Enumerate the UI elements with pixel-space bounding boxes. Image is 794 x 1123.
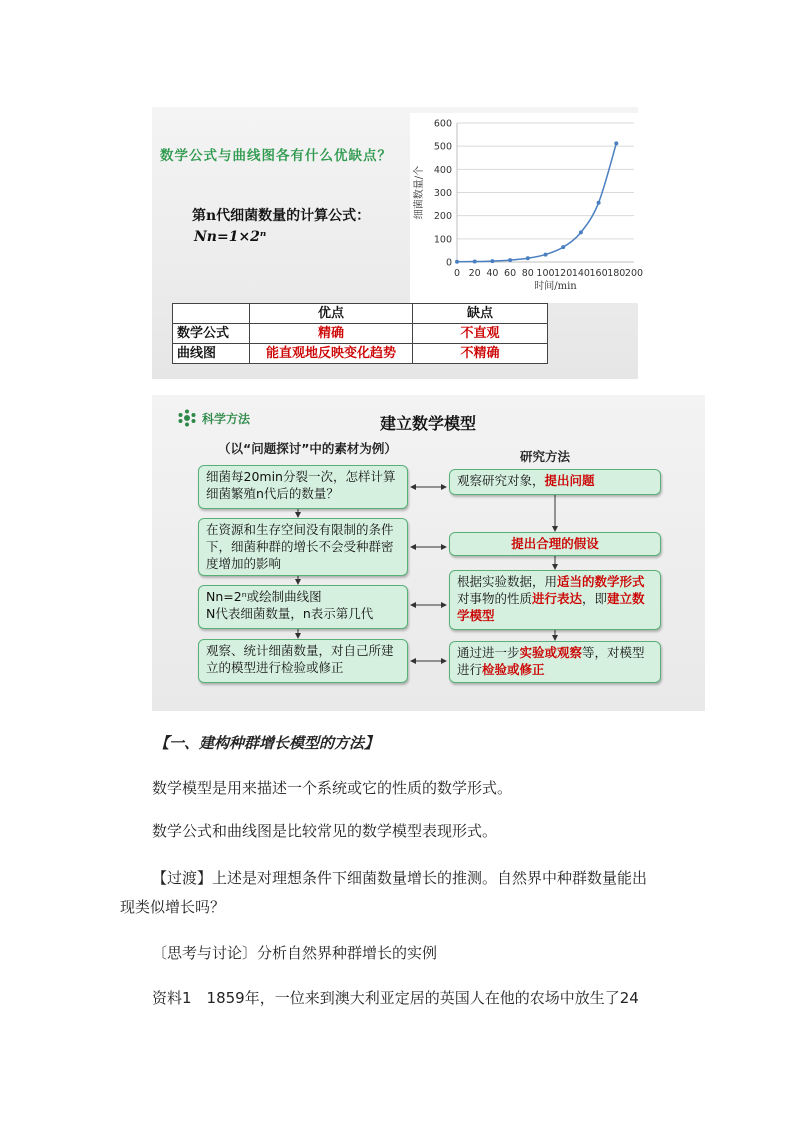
method-text: 根据实验数据，用 <box>457 574 558 589</box>
chart-svg <box>410 113 644 303</box>
method-highlight: 提出合理的假设 <box>511 536 599 551</box>
y-axis-label: 细菌数量/个 <box>414 165 425 220</box>
science-method-label <box>178 409 250 427</box>
x-tick-label: 180 <box>607 268 626 279</box>
method-box <box>449 570 661 630</box>
paragraph: 现类似增长吗？ <box>120 898 226 916</box>
step-box: 在资源和生存空间没有限制的条件下，细菌种群的增长不会受种群密度增加的影响 <box>198 518 408 576</box>
y-tick-label: 300 <box>433 188 452 199</box>
table-cell: 精确 <box>250 324 413 344</box>
data-point <box>473 260 477 264</box>
step-line: Nn=2ⁿ或绘制曲线图 <box>206 589 322 604</box>
method-highlight: 适当的数学形式 <box>557 574 645 589</box>
data-point <box>508 258 512 262</box>
math-model-panel <box>152 395 705 711</box>
method-text: 通过进一步 <box>457 645 520 660</box>
table-row <box>173 324 548 344</box>
table-cell: 不直观 <box>413 324 548 344</box>
x-tick-label: 40 <box>486 268 499 279</box>
method-highlight: 建立数学模型 <box>457 591 645 623</box>
section-heading: 【一、建构种群增长模型的方法】 <box>154 734 380 752</box>
growth-curve-chart <box>410 113 644 303</box>
y-tick-label: 600 <box>433 118 452 130</box>
y-tick-label: 0 <box>445 257 452 269</box>
data-point <box>579 230 583 234</box>
data-point <box>561 245 565 249</box>
y-tick-label: 400 <box>433 164 452 176</box>
data-point <box>614 141 618 145</box>
table-header-cell: 优点 <box>250 304 413 324</box>
table-header-cell: 缺点 <box>413 304 548 324</box>
table-cell: 不精确 <box>413 344 548 364</box>
column-title: 研究方法 <box>520 449 571 464</box>
panel-subtitle: （以“问题探讨”中的素材为例） <box>218 441 397 456</box>
table-row <box>173 344 548 364</box>
x-tick-label: 100 <box>536 268 555 279</box>
x-tick-label: 0 <box>453 268 461 279</box>
method-label-text: 科学方法 <box>202 411 251 426</box>
method-highlight: 检验或修正 <box>482 662 545 677</box>
table-header-cell <box>173 304 250 324</box>
formula-text: Nn=1×2ⁿ <box>194 229 267 245</box>
paragraph: 数学公式和曲线图是比较常见的数学模型表现形式。 <box>152 822 498 840</box>
x-tick-label: 120 <box>554 268 573 279</box>
data-point <box>490 259 494 263</box>
x-tick-label: 160 <box>589 268 608 279</box>
data-point <box>455 260 459 264</box>
pros-cons-table <box>172 303 548 364</box>
molecule-icon <box>178 409 196 427</box>
x-axis-label: 时间/min <box>534 281 577 292</box>
data-point <box>597 201 601 205</box>
paragraph: 【过渡】上述是对理想条件下细菌数量增长的推测。自然界中种群数量能出 <box>152 869 648 887</box>
method-box <box>449 532 661 556</box>
x-tick-label: 200 <box>624 268 644 279</box>
method-highlight: 实验或观察 <box>519 645 583 660</box>
y-tick-label: 100 <box>433 234 452 246</box>
question-text: 数学公式与曲线图各有什么优缺点？ <box>160 148 392 164</box>
x-tick-label: 20 <box>468 268 481 279</box>
panel-title: 建立数学模型 <box>380 414 477 433</box>
method-text: 等，对模型进行 <box>457 645 645 677</box>
step-line: N代表细菌数量，n表示第几代 <box>206 606 374 621</box>
step-box: 细菌每20min分裂一次，怎样计算细菌繁殖n代后的数量？ <box>198 465 408 509</box>
table-row-label: 曲线图 <box>173 344 250 364</box>
bacteria-formula-panel <box>152 107 644 379</box>
data-point <box>544 253 548 257</box>
table-cell: 能直观地反映变化趋势 <box>250 344 413 364</box>
x-tick-label: 80 <box>521 268 534 279</box>
x-tick-label: 60 <box>504 268 517 279</box>
method-text: 对事物的性质 <box>457 591 533 606</box>
paragraph: 〔思考与讨论〕分析自然界种群增长的实例 <box>152 944 438 962</box>
formula-title: 第n代细菌数量的计算公式： <box>192 208 371 224</box>
y-tick-label: 500 <box>433 141 452 153</box>
table-row-label: 数学公式 <box>173 324 250 344</box>
step-box: 观察、统计细菌数量，对自己所建立的模型进行检验或修正 <box>198 639 408 683</box>
method-text: ，即 <box>582 591 608 606</box>
x-tick-label: 140 <box>571 268 590 279</box>
table-header-row <box>173 304 548 324</box>
data-point <box>526 256 530 260</box>
method-highlight: 提出问题 <box>544 473 595 488</box>
paragraph: 数学模型是用来描述一个系统或它的性质的数学形式。 <box>152 779 513 797</box>
method-box <box>449 469 661 495</box>
step-box <box>198 585 408 629</box>
method-box <box>449 641 661 683</box>
method-highlight: 进行表达 <box>532 591 583 606</box>
method-text: 观察研究对象， <box>457 473 545 488</box>
y-tick-label: 200 <box>433 211 452 223</box>
paragraph: 资料1 1859年，一位来到澳大利亚定居的英国人在他的农场中放生了24 <box>152 989 639 1007</box>
